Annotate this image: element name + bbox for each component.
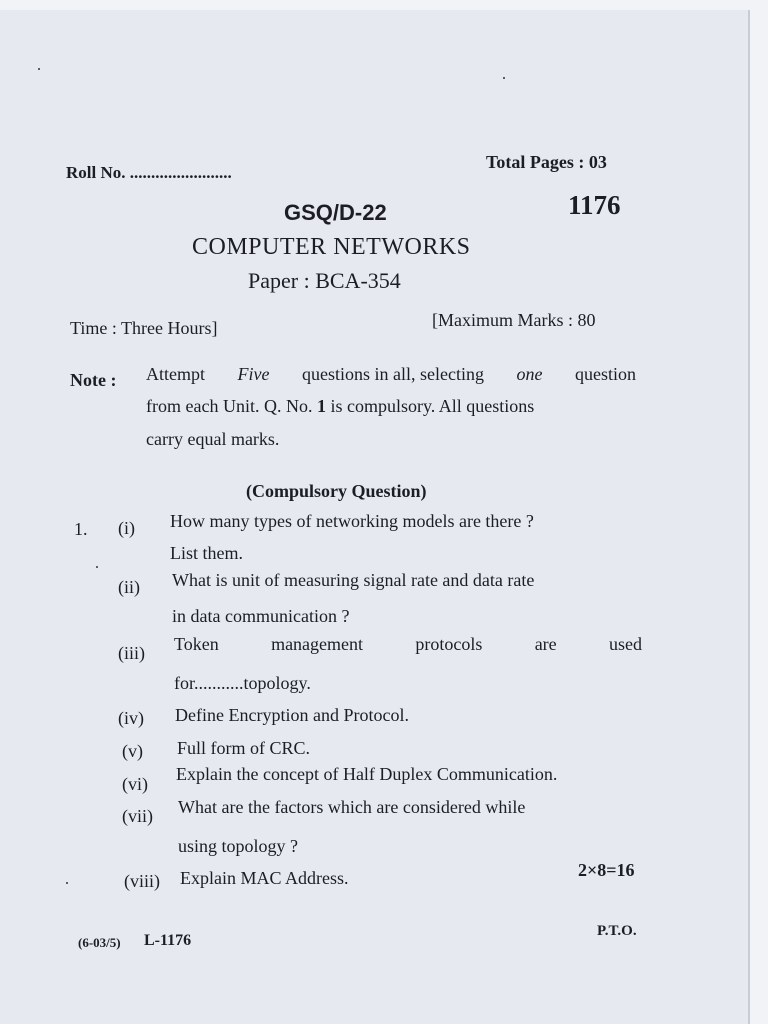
maximum-marks: [Maximum Marks : 80 [432,310,596,330]
note-line-2: from each Unit. Q. No. 1 is compulsory. All questions [146,396,535,416]
paper-code: GSQ/D-22 [284,200,387,225]
item-number-ii: (ii) [118,577,140,597]
item-i-line-1: How many types of networking models are there ? [170,511,534,531]
time-allowed: Time : Three Hours] [70,318,218,338]
item-iii-line-1: Token management protocols are used [174,634,642,654]
item-i-line-2: List them. [170,543,243,563]
footer-code: (6-03/5) [78,935,121,950]
item-viii-text: Explain MAC Address. [180,868,349,888]
item-vi-text: Explain the concept of Half Duplex Communication. [176,764,558,784]
item-number-iii: (iii) [118,643,145,663]
footer-reference: L-1176 [144,932,192,949]
item-number-vii: (vii) [122,806,153,826]
paper-speck [66,882,68,884]
item-number-v: (v) [122,741,143,761]
item-number-vi: (vi) [122,774,148,794]
item-number-i: (i) [118,518,135,538]
item-vii-line-2: using topology ? [178,836,298,856]
item-iv-text: Define Encryption and Protocol. [175,705,409,725]
item-vii-line-1: What are the factors which are considered while [178,797,526,817]
total-pages: Total Pages : 03 [486,152,607,172]
paper-speck [96,566,98,568]
question-number: 1. [74,519,88,539]
section-title: (Compulsory Question) [246,481,427,501]
question-marks: 2×8=16 [578,860,635,880]
paper-name: Paper : BCA-354 [248,268,401,293]
item-number-viii: (viii) [124,871,160,891]
subject-title: COMPUTER NETWORKS [192,234,471,260]
roll-number: Roll No. ........................ [66,163,232,182]
note-line-3: carry equal marks. [146,429,280,449]
paper-speck [38,68,40,70]
item-ii-line-2: in data communication ? [172,606,350,626]
paper-speck [503,77,505,79]
note-label: Note : [70,370,117,390]
note-line-1: Attempt Five questions in all, selecting one question [146,364,636,384]
pto-label: P.T.O. [597,923,637,939]
item-v-text: Full form of CRC. [177,738,311,758]
item-number-iv: (iv) [118,708,144,728]
item-iii-line-2: for...........topology. [174,673,311,693]
item-ii-line-1: What is unit of measuring signal rate and data rate [172,570,535,590]
paper-number: 1176 [568,190,621,220]
